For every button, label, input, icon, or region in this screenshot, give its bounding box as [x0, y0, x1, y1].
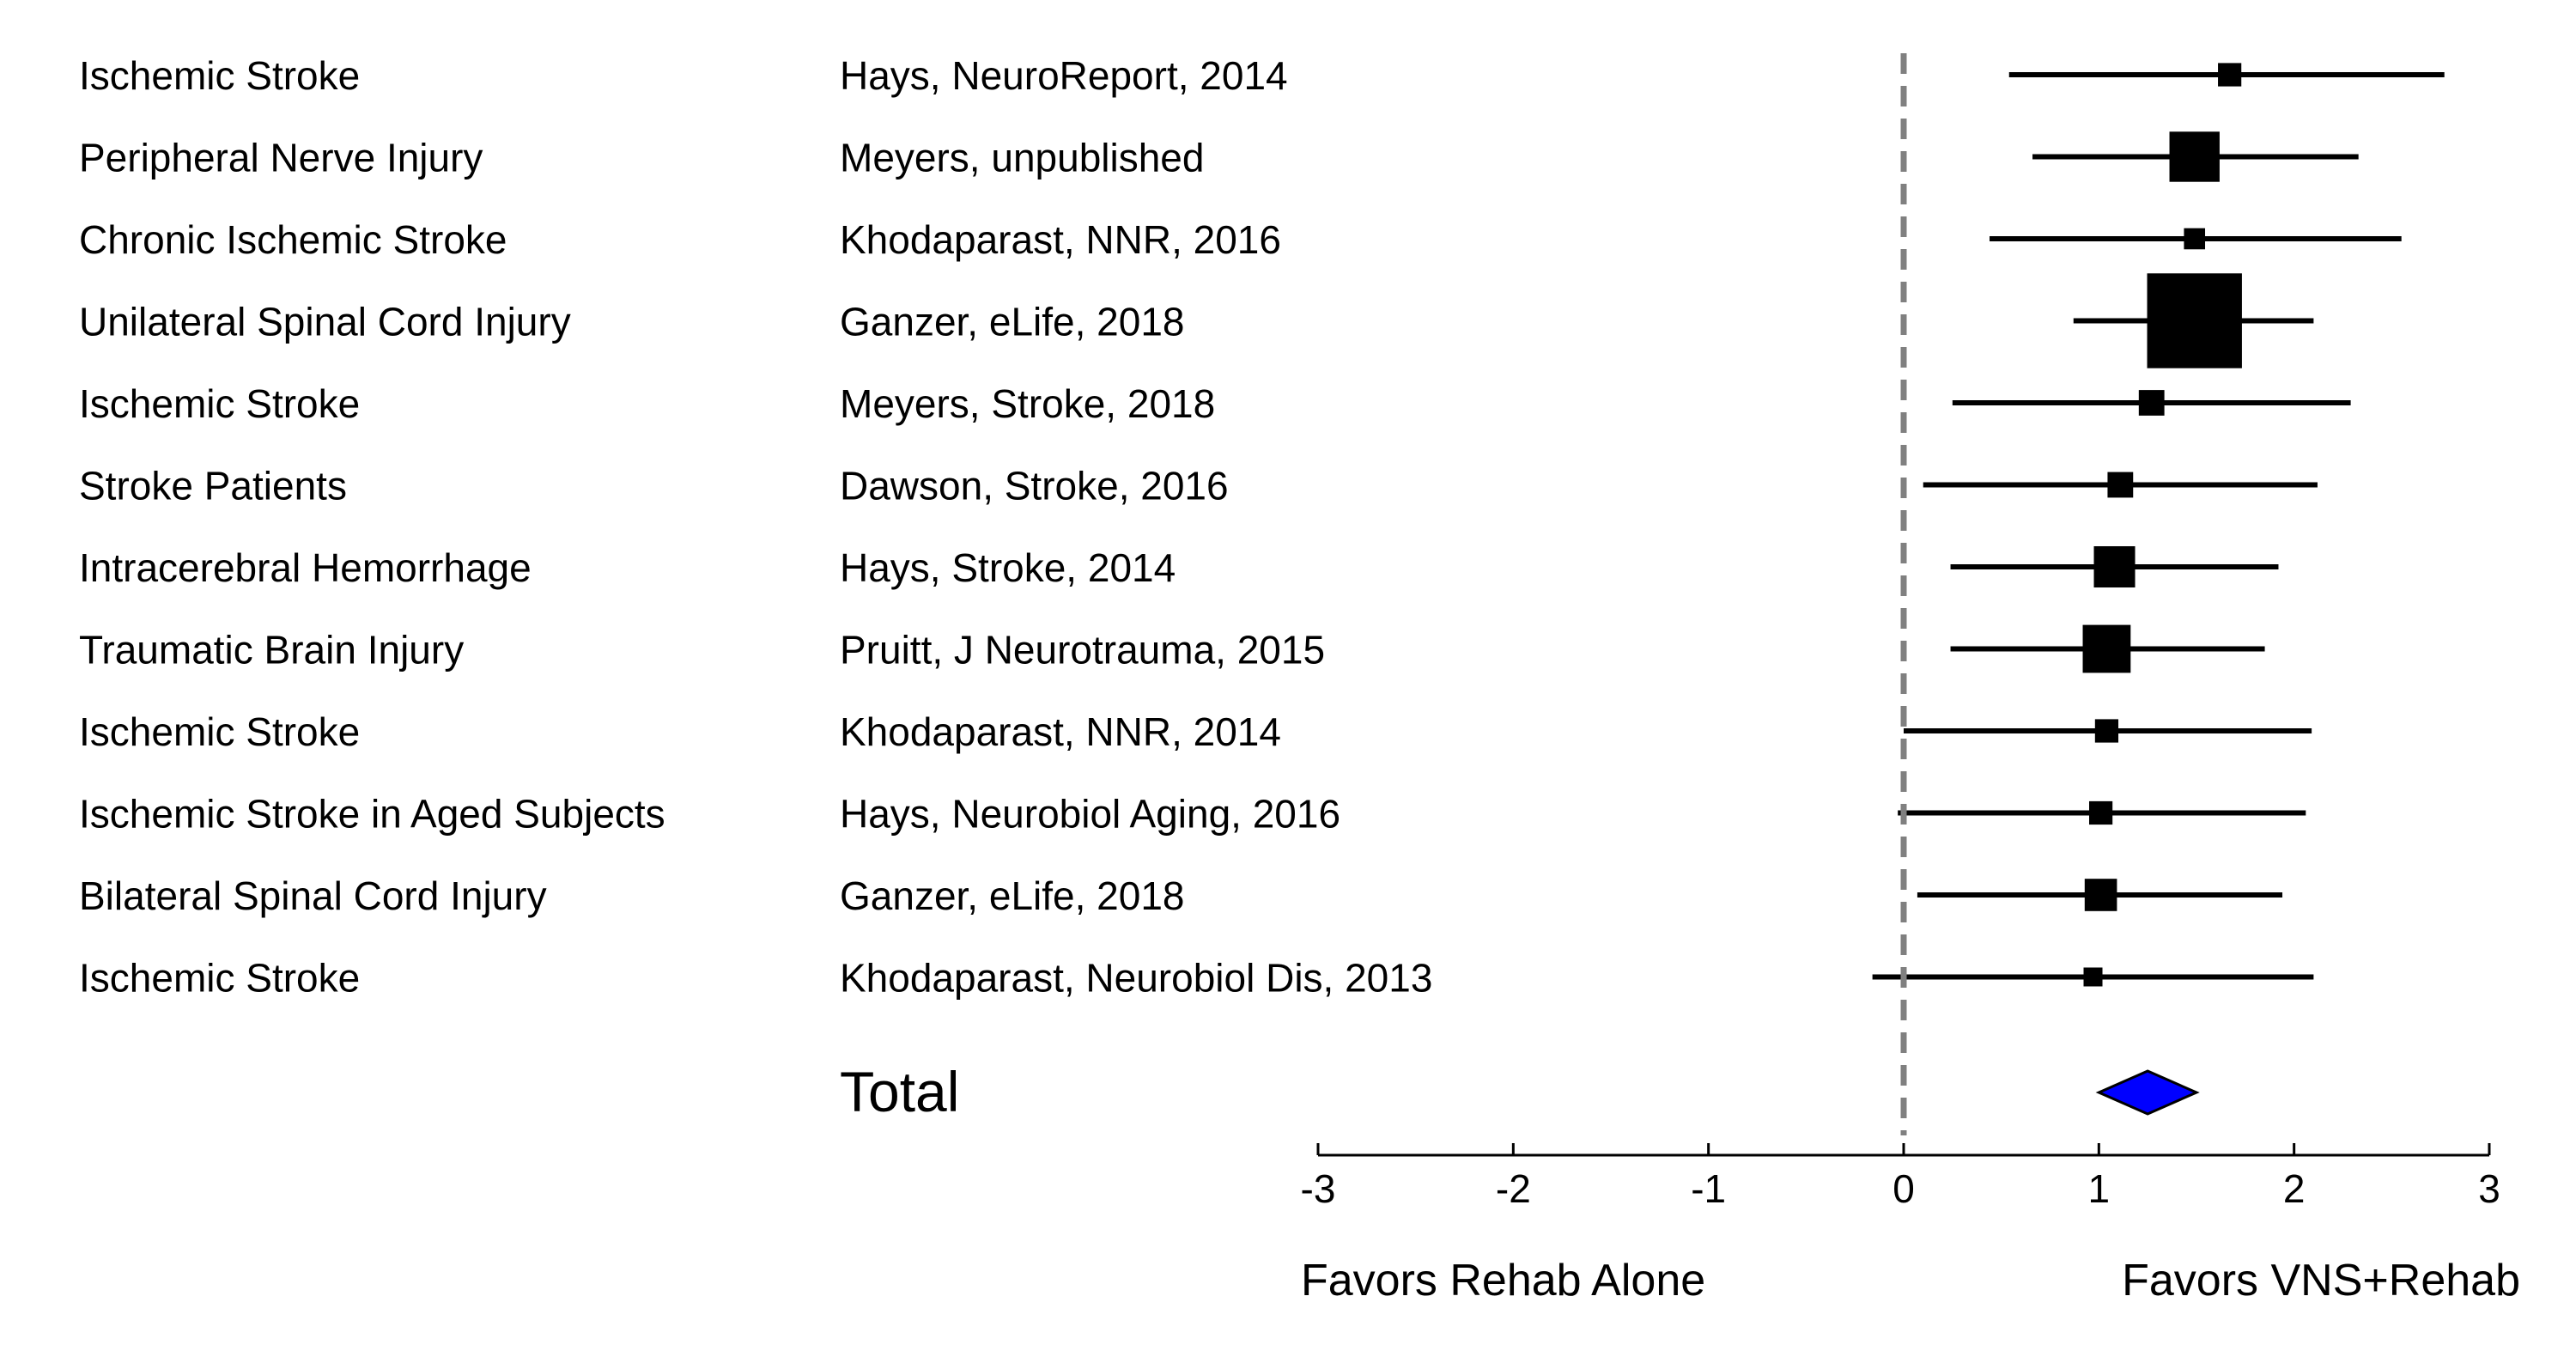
x-tick-label: 2 [2282, 1166, 2306, 1211]
x-tick-label: -3 [1300, 1166, 1336, 1211]
study-citation-label: Ganzer, eLife, 2018 [840, 873, 1185, 918]
x-axis-label-right: Favors VNS+Rehab [2122, 1256, 2520, 1305]
study-condition-label: Stroke Patients [79, 463, 347, 508]
study-condition-label: Ischemic Stroke [79, 53, 361, 98]
effect-size-marker [2095, 719, 2118, 742]
x-axis-label-left: Favors Rehab Alone [1301, 1256, 1706, 1305]
x-tick-label: -2 [1495, 1166, 1531, 1211]
effect-size-marker [2170, 131, 2220, 181]
study-row [79, 792, 2306, 837]
study-condition-label: Bilateral Spinal Cord Injury [79, 873, 547, 918]
effect-size-marker [2084, 968, 2103, 987]
effect-size-marker [2094, 546, 2136, 587]
effect-size-marker [2085, 879, 2117, 911]
study-row [79, 381, 2351, 426]
study-condition-label: Intracerebral Hemorrhage [79, 545, 532, 590]
study-row [79, 709, 2312, 754]
study-row [79, 625, 2265, 673]
x-tick-label: 1 [2087, 1166, 2111, 1211]
study-row [79, 217, 2402, 262]
study-row [79, 53, 2445, 98]
study-condition-label: Unilateral Spinal Cord Injury [79, 299, 571, 344]
study-citation-label: Dawson, Stroke, 2016 [840, 463, 1229, 508]
study-rows [79, 53, 2445, 1001]
study-row [79, 873, 2282, 918]
total-row [840, 1060, 2196, 1123]
pooled-effect-diamond [2099, 1071, 2196, 1114]
study-row [79, 131, 2359, 181]
x-tick-label: -1 [1691, 1166, 1727, 1211]
study-row [79, 545, 2278, 590]
study-condition-label: Ischemic Stroke in Aged Subjects [79, 791, 665, 837]
study-citation-label: Hays, Neurobiol Aging, 2016 [840, 791, 1341, 837]
effect-size-marker [2148, 273, 2242, 368]
effect-size-marker [2089, 801, 2112, 825]
effect-size-marker [2184, 228, 2205, 250]
study-condition-label: Ischemic Stroke [79, 709, 361, 754]
effect-size-marker [2083, 625, 2131, 673]
study-citation-label: Khodaparast, Neurobiol Dis, 2013 [840, 955, 1433, 1001]
study-condition-label: Traumatic Brain Injury [79, 627, 465, 672]
study-citation-label: Hays, Stroke, 2014 [840, 545, 1176, 590]
x-tick-label: 3 [2478, 1166, 2500, 1211]
study-citation-label: Meyers, unpublished [840, 135, 1205, 180]
effect-size-marker [2139, 390, 2165, 416]
total-label: Total [840, 1060, 960, 1123]
effect-size-marker [2218, 63, 2241, 86]
study-condition-label: Ischemic Stroke [79, 381, 361, 426]
study-citation-label: Pruitt, J Neurotrauma, 2015 [840, 627, 1326, 672]
study-citation-label: Ganzer, eLife, 2018 [840, 299, 1185, 344]
study-citation-label: Khodaparast, NNR, 2016 [840, 217, 1281, 262]
study-citation-label: Meyers, Stroke, 2018 [840, 381, 1216, 426]
study-condition-label: Chronic Ischemic Stroke [79, 217, 507, 262]
effect-size-marker [2107, 472, 2133, 498]
study-condition-label: Peripheral Nerve Injury [79, 135, 483, 180]
study-citation-label: Hays, NeuroReport, 2014 [840, 53, 1288, 98]
study-row [79, 464, 2318, 508]
study-row [79, 956, 2313, 1001]
study-row [79, 273, 2313, 368]
x-axis [1301, 53, 2500, 1211]
study-citation-label: Khodaparast, NNR, 2014 [840, 709, 1281, 754]
x-tick-label: 0 [1893, 1166, 1915, 1211]
study-condition-label: Ischemic Stroke [79, 955, 361, 1001]
